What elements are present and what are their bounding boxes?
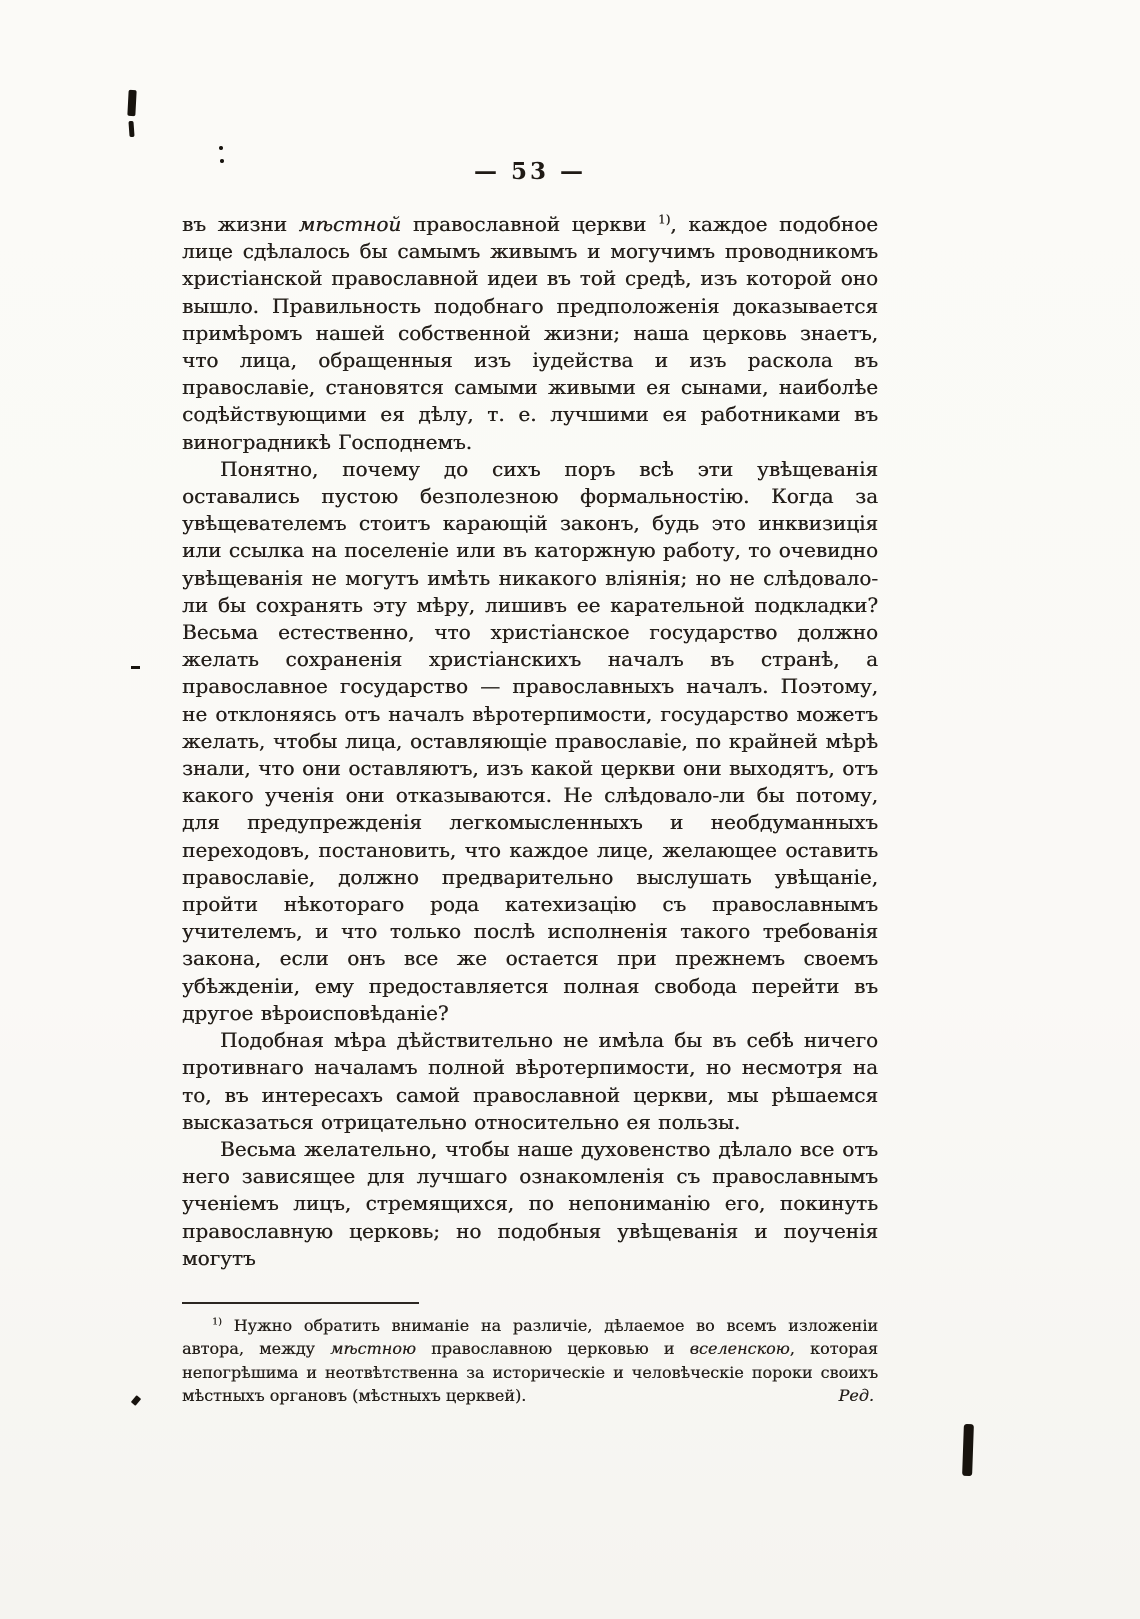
footnote-signature: Ред.	[838, 1386, 874, 1406]
text-segment: , которая непогрѣшима и неотвѣтственна за историческіе и человѣческіе пороки своихъ мѣстныхъ органовъ (мѣстныхъ церквей).	[182, 1339, 879, 1406]
scan-artifact	[962, 1424, 974, 1476]
scan-artifact	[219, 146, 223, 150]
body-text	[182, 211, 878, 1272]
text-segment: въ жизни	[182, 212, 299, 236]
text-segment: , каждое подобное лице сдѣлалось бы самымъ живымъ и могучимъ проводникомъ христіанской православной идеи въ той средѣ, изъ которой оно вышло. Правильность подобнаго предположенія доказывается примѣромъ нашей собственной жизни; наша церковь знаетъ, что лица, обращенныя изъ іудейства и изъ раскола въ православіе, становятся самыми живыми ея сынами, наиболѣе содѣйствующими ея дѣлу, т. е. лучшими ея работниками въ виноградникѣ Господнемъ.	[182, 212, 878, 454]
scan-artifact	[131, 666, 140, 669]
footnote-marker: 1)	[212, 1316, 222, 1328]
text-segment: Весьма желательно, чтобы наше духовенство дѣлало все отъ него зависящее для лучшаго ознакомленія съ православнымъ ученіемъ лицъ, стремящихся, по непониманію его, покинуть православную церковь; но подобныя увѣщеванія и поученія могутъ	[182, 1136, 878, 1270]
scan-artifact	[128, 121, 134, 137]
text-segment: вселенскою	[689, 1339, 790, 1359]
paragraph	[182, 211, 878, 456]
text-segment: Нужно обратить вниманіе на различіе, дѣлаемое во всемъ изложеніи автора, между	[182, 1315, 878, 1359]
paragraph	[182, 456, 878, 1027]
footnote-separator	[182, 1302, 419, 1304]
footnote-block	[182, 1302, 878, 1408]
text-segment: Понятно, почему до сихъ поръ всѣ эти увѣщеванія оставались пустою безполезною формальностію. Когда за увѣщевателемъ стоитъ карающій законъ, будь это инквизиція или ссылка на поселеніе или въ каторжную работу, то очевидно увѣщеванія не могутъ имѣть никакого вліянія; но не слѣдовало-ли бы сохранять эту мѣру, лишивъ ее карательной подкладки? Весьма естественно, что христіанское государство должно желать сохраненія христіанскихъ началъ въ странѣ, а православное государство — православныхъ началъ. Поэтому, не отклоняясь отъ началъ вѣротерпимости, государство можетъ желать, чтобы лица, оставляющіе православіе, по крайней мѣрѣ знали, что они оставляютъ, изъ какой церкви они выходятъ, отъ какого ученія они отказываются. Не слѣдовало-ли бы потому, для предупрежденія легкомысленныхъ и необдуманныхъ переходовъ, постановить, что каждое лице, желающее оставить православіе, должно предварительно выслушать увѣщаніе, пройти нѣкотораго рода катехизацію съ православнымъ учителемъ, и что только послѣ исполненія такого требованія закона, если онъ все же остается при прежнемъ своемъ убѣжденіи, ему предоставляется полная свобода перейти въ другое вѣроисповѣданіе?	[182, 456, 878, 1025]
footnote-text	[182, 1314, 878, 1408]
text-segment: православною церковью и	[415, 1339, 690, 1359]
text-segment: мѣстной	[298, 212, 402, 236]
paragraph	[182, 1136, 878, 1272]
page-number: — 53 —	[473, 158, 587, 185]
text-segment: православной церкви	[401, 212, 658, 236]
scan-artifact	[127, 90, 136, 116]
footnote-marker: 1)	[657, 212, 671, 227]
text-segment: мѣстною	[330, 1339, 416, 1359]
text-segment: Подобная мѣра дѣйствительно не имѣла бы въ себѣ ничего противнаго началамъ полной вѣротерпимости, но несмотря на то, въ интересахъ самой православной церкви, мы рѣшаемся высказаться отрицательно относительно ея пользы.	[182, 1028, 878, 1134]
scan-artifact	[131, 1395, 141, 1406]
paragraph	[182, 1027, 878, 1136]
page-content	[182, 158, 878, 1408]
